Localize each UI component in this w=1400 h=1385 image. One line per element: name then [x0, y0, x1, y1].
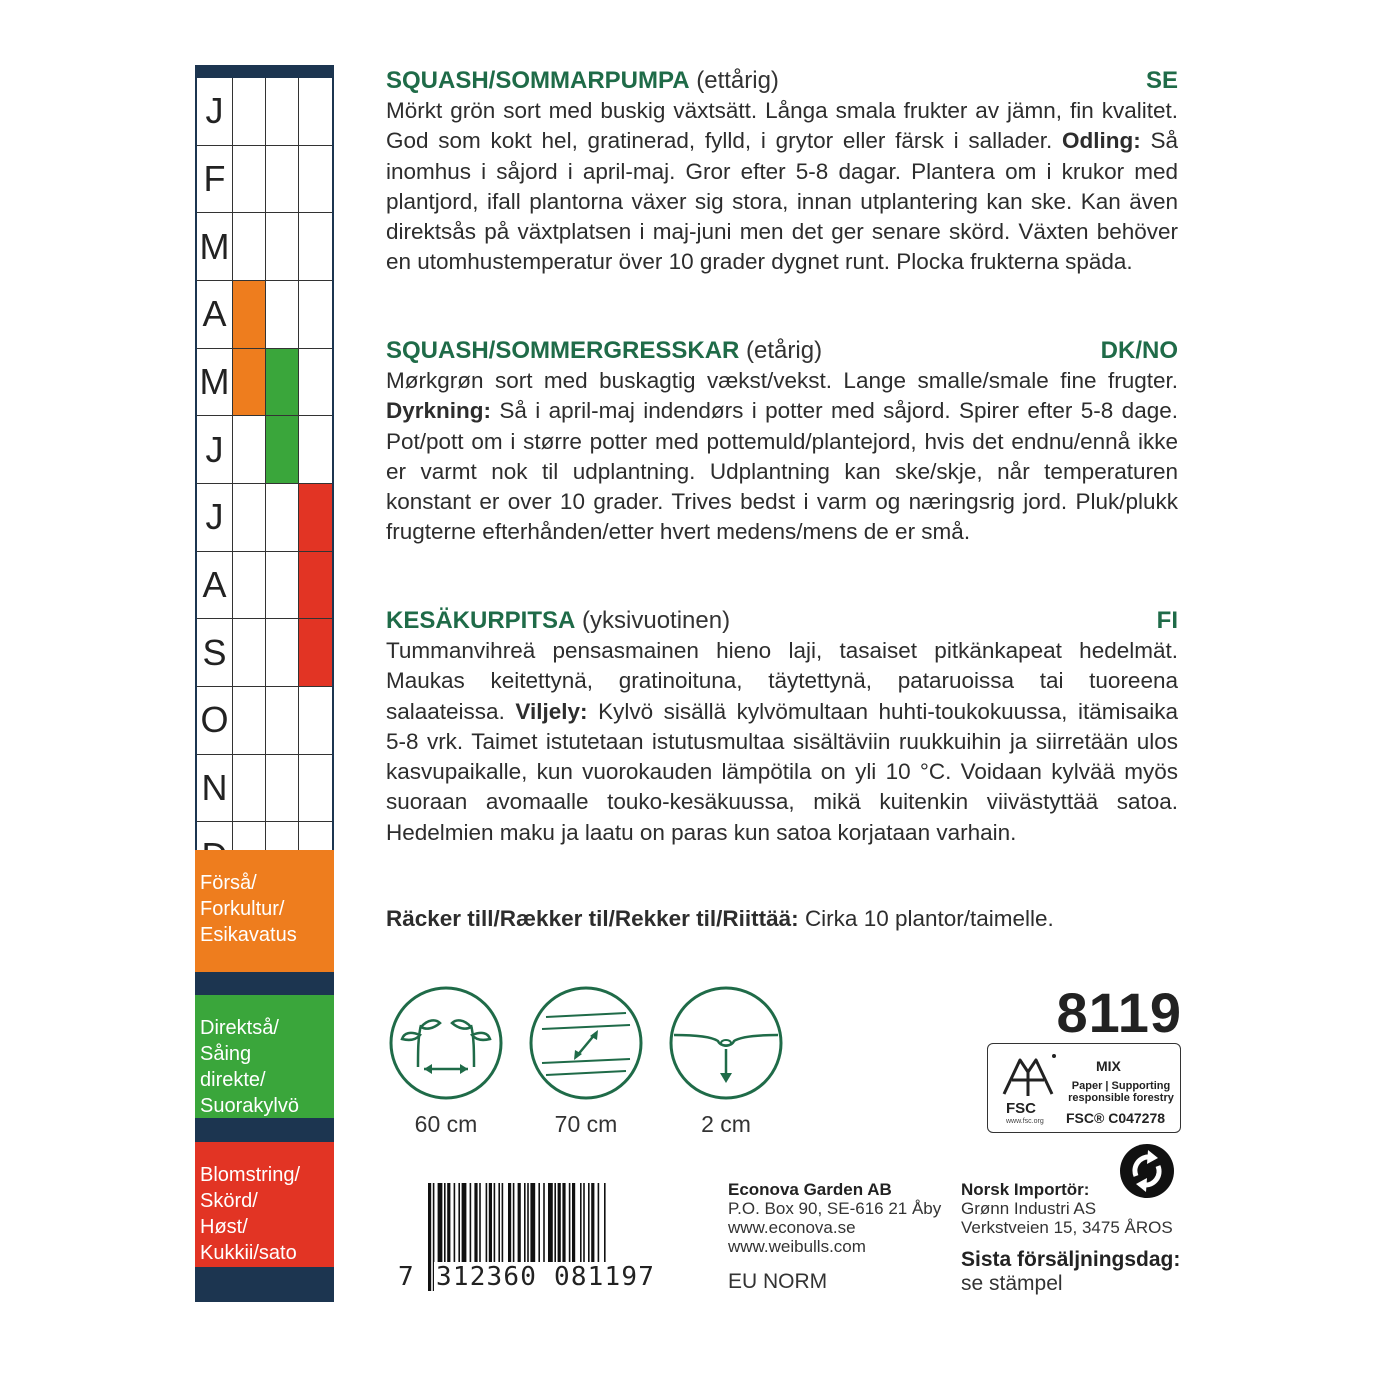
fsc-code: FSC® C047278 — [1066, 1110, 1166, 1126]
calendar-cell — [266, 552, 299, 619]
calendar-month-letter: A — [197, 552, 233, 619]
section-subtitle: (ettårig) — [696, 67, 779, 94]
section-subtitle: (yksivuotinen) — [582, 607, 731, 634]
calendar-cell — [233, 78, 266, 145]
row-spacing-icon — [528, 985, 644, 1101]
sowing-calendar — [195, 65, 334, 1302]
plant-spacing — [386, 985, 506, 1138]
section-body — [386, 636, 1178, 848]
barcode-digits: 312360 081197 — [436, 1262, 656, 1292]
calendar-cell — [266, 281, 299, 348]
section-danish-norwegian — [386, 336, 1178, 548]
barcode-bar — [580, 1183, 582, 1269]
section-subtitle: (etårig) — [746, 337, 823, 364]
legend-harvest — [195, 1142, 334, 1267]
barcode-bar — [558, 1183, 561, 1269]
legend-presow-line: Förså/ — [200, 872, 257, 894]
fsc-label: FSC — [1006, 1100, 1036, 1117]
legend-harvest-line: Blomstring/ — [200, 1164, 301, 1186]
yield-info — [386, 906, 1054, 932]
importer-title: Norsk Importör: — [961, 1180, 1090, 1199]
barcode-bar — [548, 1183, 553, 1269]
section-body — [386, 96, 1178, 278]
language-code: SE — [1145, 67, 1178, 94]
calendar-month-letter: J — [197, 416, 233, 483]
barcode-bar — [486, 1183, 488, 1269]
section-heading — [386, 336, 1178, 366]
calendar-cell — [299, 213, 332, 280]
calendar-month-letter: M — [197, 349, 233, 416]
barcode-bar — [554, 1183, 556, 1269]
section-title: SQUASH/SOMMERGRESSKAR — [386, 337, 740, 364]
section-finnish — [386, 606, 1178, 848]
calendar-cell-direct — [266, 416, 299, 483]
calendar-cell — [299, 281, 332, 348]
fsc-tree-icon — [998, 1050, 1058, 1100]
calendar-cell — [233, 619, 266, 686]
barcode-bar — [572, 1183, 575, 1269]
barcode-bar — [569, 1183, 571, 1269]
row-spacing — [526, 985, 646, 1138]
section-body — [386, 366, 1178, 548]
section-text: Kylvö sisällä kylvömultaan huhti-toukokuussa, itämisaika 5-8 vrk. Taimet istutetaan istutusmultaa sisältäviin ruukkuihin ja siirretään ulos kasvupaikalle, kun vuorokauden lämpötila on yli 10 °C. Voidaan kylvää myös suoraan avomaalle touko-kesäkuussa, mikä kuitenkin viivästyttää satoa. Hedelmien maku ja laatu on paras kun satoa korjataan varhain. — [386, 698, 1178, 845]
calendar-cell — [233, 416, 266, 483]
calendar-month-letter: A — [197, 281, 233, 348]
barcode-bar — [524, 1183, 526, 1269]
calendar-cell — [233, 146, 266, 213]
legend-presow-line: Forkultur/ — [200, 898, 285, 920]
calendar-cell — [233, 552, 266, 619]
calendar-cell — [299, 687, 332, 754]
article-number: 8119 — [1056, 981, 1182, 1044]
calendar-cell — [299, 416, 332, 483]
calendar-cell — [266, 213, 299, 280]
section-text: Så i april-maj indendørs i potter med såjord. Spirer efter 5-8 dage. Pot/pott om i større potter med pottemuld/plantejord, hvis det endnu/ennå ikke er varmt nok til udplantning. Udplantning kan ske/skje, når temperaturen konstant er over 10 grader. Trives bedst i varm og næringsrig jord. Pluk/plukk frugterne efterhånden/etter hvert medens/mens de er små. — [386, 398, 1178, 545]
company-website: www.weibulls.com — [728, 1237, 866, 1256]
recycle-icon — [1118, 1142, 1176, 1200]
section-intro: Mørkgrøn sort med buskagtig vækst/vekst. Lange smalle/smale fine frugter. — [386, 368, 1178, 393]
barcode-bar — [479, 1183, 481, 1269]
barcode-bar — [447, 1183, 450, 1269]
legend-harvest-line: Skörd/ — [200, 1190, 258, 1212]
calendar-cell — [266, 146, 299, 213]
fsc-mix: MIX — [1096, 1058, 1121, 1074]
barcode-bar — [454, 1183, 456, 1269]
calendar-cell — [233, 484, 266, 551]
barcode-bar — [583, 1183, 585, 1269]
calendar-cell — [299, 78, 332, 145]
fsc-certification — [987, 1043, 1181, 1133]
section-intro: Mörkt grön sort med buskig växtsätt. Långa smala frukter av jämn, fin kvalitet. God som kokt hel, gratinerad, fylld, i grytor eller färsk i sallader. — [386, 98, 1178, 154]
barcode-bar — [513, 1183, 515, 1269]
legend-direct-line: Direktså/ — [200, 1017, 279, 1039]
calendar-cell — [233, 213, 266, 280]
calendar-month-row — [197, 416, 332, 484]
barcode-bar — [530, 1183, 535, 1269]
barcode-bar — [527, 1183, 529, 1269]
barcode-bar — [543, 1183, 545, 1269]
legend-presow — [195, 850, 334, 972]
calendar-cell — [299, 349, 332, 416]
calendar-cell — [233, 687, 266, 754]
last-sale-title: Sista försäljningsdag: — [961, 1248, 1181, 1271]
calendar-grid — [197, 78, 332, 890]
yield-label: Räcker till/Rækker til/Rekker til/Riittää: — [386, 906, 799, 931]
language-code: FI — [1156, 607, 1178, 634]
section-label: Dyrkning: — [386, 398, 492, 424]
calendar-month-letter: O — [197, 687, 233, 754]
calendar-month-letter: M — [197, 213, 233, 280]
importer-name: Grønn Industri AS — [961, 1199, 1097, 1218]
sowing-depth-label: 2 cm — [701, 1111, 751, 1137]
calendar-month-letter: F — [197, 146, 233, 213]
company-address: P.O. Box 90, SE-616 21 Åby — [728, 1199, 942, 1218]
barcode-bar — [494, 1183, 496, 1269]
calendar-month-row — [197, 213, 332, 281]
eu-norm: EU NORM — [728, 1270, 828, 1293]
calendar-month-letter: J — [197, 484, 233, 551]
calendar-cell-harvest — [299, 484, 332, 551]
barcode-bar — [508, 1183, 511, 1269]
company-info — [728, 1180, 941, 1256]
barcode-bar — [498, 1183, 500, 1269]
calendar-month-row — [197, 619, 332, 687]
calendar-month-row — [197, 552, 332, 620]
calendar-cell — [266, 78, 299, 145]
section-title: KESÄKURPITSA — [386, 607, 576, 634]
calendar-cell-sow — [233, 349, 266, 416]
calendar-month-row — [197, 349, 332, 417]
legend-presow-line: Esikavatus — [200, 924, 297, 946]
barcode-bar — [438, 1183, 443, 1269]
plant-spacing-label: 60 cm — [414, 1111, 478, 1137]
plant-spacing-icon — [388, 985, 504, 1101]
calendar-cell-direct — [266, 349, 299, 416]
barcode-lead-digit: 7 — [398, 1262, 414, 1292]
sowing-depth-icon — [668, 985, 784, 1101]
barcode-bar — [489, 1183, 492, 1269]
calendar-month-row — [197, 484, 332, 552]
barcode-bar — [562, 1183, 565, 1269]
section-label: Viljely: — [515, 698, 588, 724]
yield-value: Cirka 10 plantor/taimelle. — [804, 906, 1054, 931]
barcode-bar — [591, 1183, 594, 1269]
barcode-bar — [444, 1183, 446, 1269]
barcode-bar — [538, 1183, 540, 1269]
section-heading — [386, 66, 1178, 96]
legend-harvest-line: Kukkii/sato — [200, 1242, 297, 1264]
calendar-month-row — [197, 281, 332, 349]
company-website: www.econova.se — [728, 1218, 856, 1237]
sowing-depth — [666, 985, 786, 1138]
legend-direct-line: Såing — [200, 1043, 252, 1065]
section-label: Odling: — [1061, 128, 1141, 154]
legend-harvest-line: Høst/ — [200, 1216, 248, 1238]
calendar-month-row — [197, 78, 332, 146]
calendar-month-letter: S — [197, 619, 233, 686]
calendar-cell-harvest — [299, 552, 332, 619]
barcode-bar — [588, 1183, 590, 1269]
calendar-cell — [266, 619, 299, 686]
calendar-month-letter: N — [197, 755, 233, 822]
calendar-cell — [266, 687, 299, 754]
section-text: Så inomhus i såjord i april-maj. Gror efter 5-8 dagar. Plantera om i krukor med plantjord, ifall plantorna växer sig stora, innan utplantering kan ske. Kan även direktsås på växtplatsen i maj-juni men det ger senare skörd. Växten behöver en utomhustemperatur över 10 grader dygnet runt. Plocka frukterna späda. — [386, 128, 1178, 275]
section-swedish — [386, 66, 1178, 278]
calendar-cell — [299, 146, 332, 213]
calendar-month-row — [197, 755, 332, 823]
company-name: Econova Garden AB — [728, 1180, 892, 1199]
row-spacing-label: 70 cm — [554, 1111, 618, 1137]
calendar-cell — [266, 484, 299, 551]
calendar-month-row — [197, 146, 332, 214]
barcode-bar — [428, 1183, 431, 1291]
barcode-bar — [458, 1183, 460, 1269]
calendar-cell — [299, 755, 332, 822]
barcode-bar — [462, 1183, 467, 1269]
last-sale-date — [961, 1248, 1180, 1296]
last-sale-value: se stämpel — [961, 1272, 1063, 1295]
legend-direct-line: direkte/ — [200, 1069, 266, 1091]
calendar-month-letter: J — [197, 78, 233, 145]
legend-direct-line: Suorakylvö — [200, 1095, 299, 1117]
fsc-description: Paper | Supporting responsible forestry — [1068, 1080, 1174, 1104]
section-heading — [386, 606, 1178, 636]
fsc-website: www.fsc.org — [1006, 1118, 1044, 1125]
calendar-cell — [233, 755, 266, 822]
section-intro: Tummanvihreä pensasmainen hieno laji, tasaiset pitkänkapeat hedelmät. Maukas keitettynä, gratinoituna, täytettynä, pataruoissa tai tuoreena salaateissa. — [386, 638, 1178, 724]
barcode-bar — [598, 1183, 600, 1269]
barcode-bar — [502, 1183, 504, 1269]
barcode-bar — [474, 1183, 477, 1269]
calendar-cell-sow — [233, 281, 266, 348]
calendar-cell-harvest — [299, 619, 332, 686]
barcode-bar — [470, 1183, 472, 1269]
calendar-cell — [266, 755, 299, 822]
language-code: DK/NO — [1100, 337, 1178, 364]
calendar-month-row — [197, 687, 332, 755]
section-title: SQUASH/SOMMARPUMPA — [386, 67, 690, 94]
legend-direct-sow — [195, 995, 334, 1118]
importer-address: Verkstveien 15, 3475 ÅROS — [961, 1218, 1173, 1237]
